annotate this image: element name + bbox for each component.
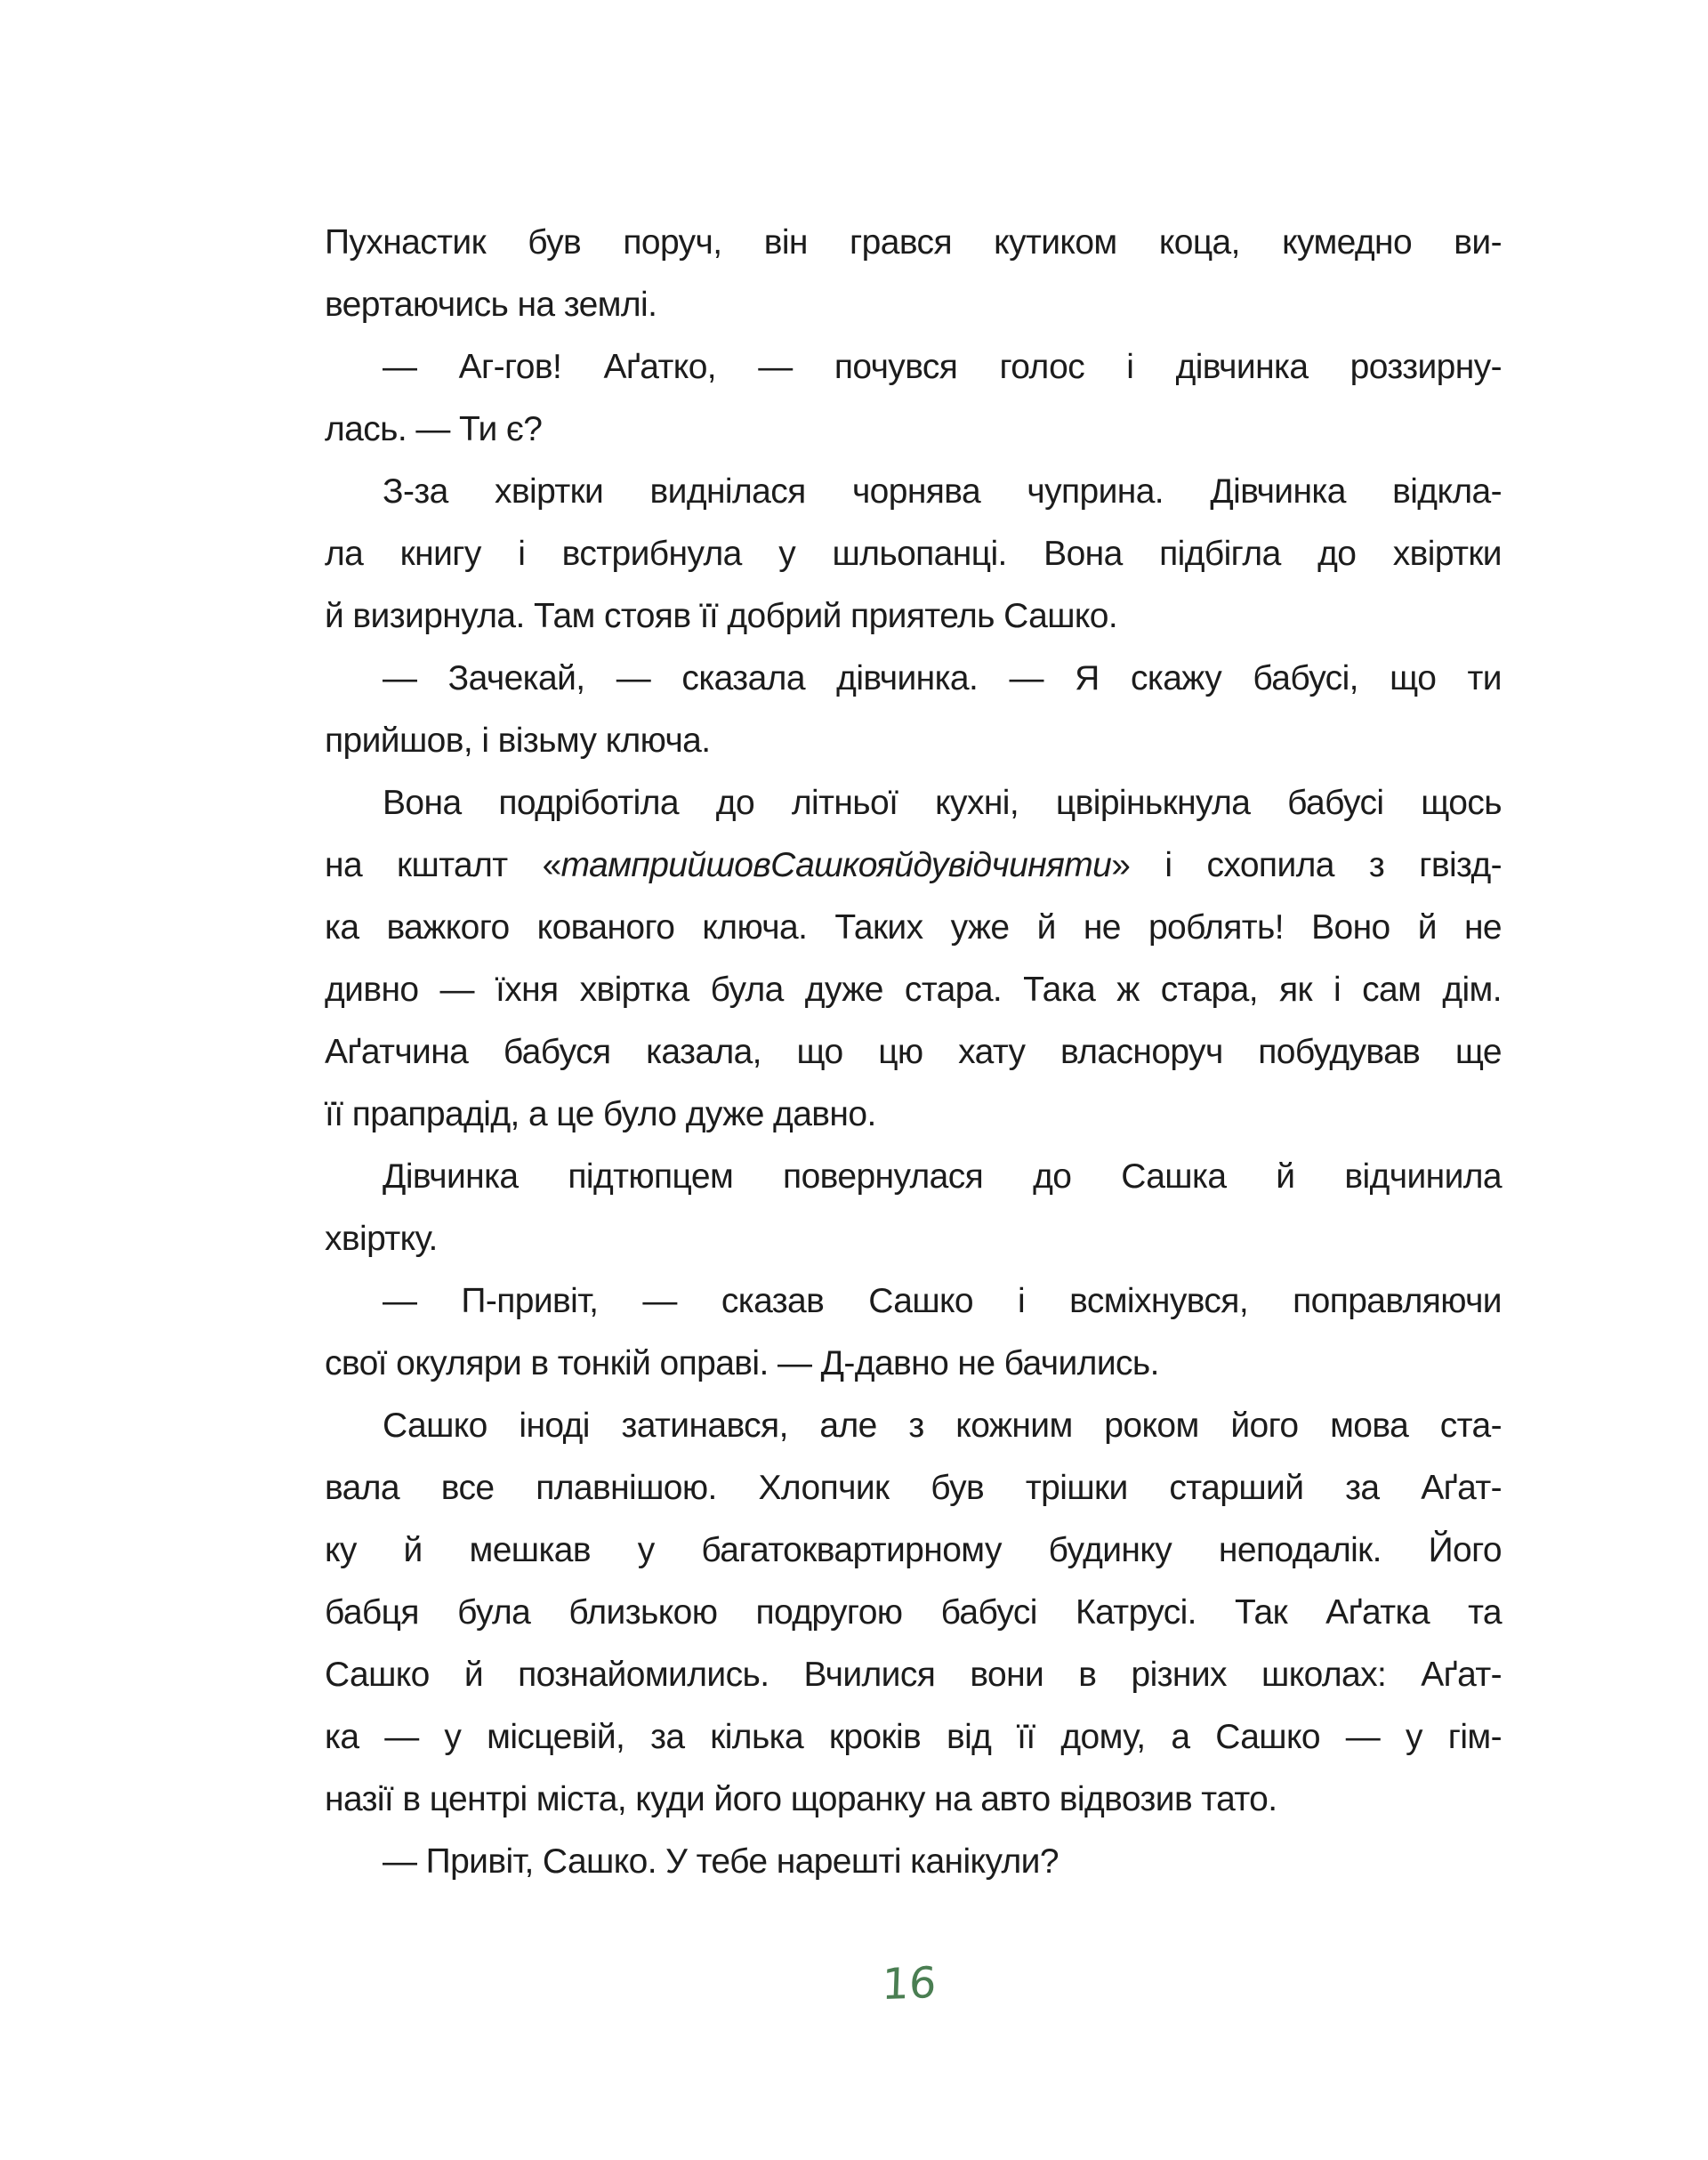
text-line [325, 1395, 1502, 1457]
text-segment: Пухнастик був поруч, він грався кутиком коца, кумедно ви- [325, 223, 1502, 262]
text-segment: ка важкого кованого ключа. Таких уже й не роблять! Воно й не [325, 908, 1502, 947]
text-line [325, 1270, 1502, 1333]
text-line [325, 710, 1502, 772]
text-segment: її прапрадід, а це було дуже давно. [325, 1095, 876, 1133]
text-line [325, 1457, 1502, 1519]
text-segment: дивно — їхня хвіртка була дуже стара. Така ж стара, як і сам дім. [325, 971, 1502, 1009]
text-segment: вертаючись на землі. [325, 286, 657, 324]
text-line [325, 523, 1502, 585]
text-segment: свої окуляри в тонкій оправі. — Д-давно не бачились. [325, 1344, 1159, 1382]
text-line [325, 212, 1502, 274]
text-line [325, 1582, 1502, 1644]
text-segment: З-за хвіртки виднілася чорнява чуприна. Дівчинка відкла- [383, 472, 1502, 511]
text-line [325, 959, 1502, 1021]
text-segment: бабця була близькою подругою бабусі Катрусі. Так Аґатка та [325, 1593, 1502, 1632]
italic-phrase: тамприйшовСашкояйдувідчиняти [560, 846, 1112, 884]
text-line [325, 1644, 1502, 1706]
page-number: 16 [881, 1957, 938, 2011]
text-segment: Вона подріботіла до літньої кухні, цвірінькнула бабусі щось [383, 784, 1502, 822]
text-segment: хвіртку. [325, 1220, 438, 1258]
text-line [325, 274, 1502, 336]
text-line [325, 1769, 1502, 1831]
text-segment: лась. — Ти є? [325, 410, 543, 448]
text-segment: — Аг-гов! Аґатко, — почувся голос і дівчинка роззирну- [383, 348, 1502, 386]
body-text [325, 212, 1502, 1893]
text-segment: — П-привіт, — сказав Сашко і всміхнувся, поправляючи [383, 1282, 1502, 1320]
text-line [325, 897, 1502, 959]
text-line [325, 1706, 1502, 1769]
text-line [325, 772, 1502, 834]
text-line [325, 1021, 1502, 1084]
text-segment: » і схопила з гвізд- [1111, 846, 1502, 884]
text-segment: назії в центрі міста, куди його щоранку на авто відвозив тато. [325, 1780, 1277, 1818]
text-line [325, 399, 1502, 461]
text-segment: Сашко й познайомились. Вчилися вони в різних школах: Аґат- [325, 1656, 1502, 1694]
text-segment: прийшов, і візьму ключа. [325, 721, 711, 760]
text-line [325, 1333, 1502, 1395]
text-line [325, 1831, 1502, 1893]
text-segment: ку й мешкав у багатоквартирному будинку неподалік. Його [325, 1531, 1502, 1569]
text-segment: Дівчинка підтюпцем повернулася до Сашка й відчинила [383, 1157, 1502, 1196]
text-line [325, 336, 1502, 399]
text-segment: — Зачекай, — сказала дівчинка. — Я скажу бабусі, що ти [383, 659, 1502, 697]
text-segment: вала все плавнішою. Хлопчик був трішки старший за Аґат- [325, 1469, 1502, 1507]
text-segment: Аґатчина бабуся казала, що цю хату власноруч побудував ще [325, 1033, 1502, 1071]
text-segment: ка — у місцевій, за кілька кроків від її дому, а Сашко — у гім- [325, 1718, 1502, 1756]
text-segment: — Привіт, Сашко. У тебе нарешті канікули? [383, 1842, 1059, 1881]
text-line [325, 834, 1502, 897]
text-line [325, 1208, 1502, 1270]
text-line [325, 648, 1502, 710]
text-segment: Сашко іноді затинався, але з кожним роком його мова ста- [383, 1406, 1502, 1445]
text-segment: й визирнула. Там стояв її добрий приятель Сашко. [325, 597, 1118, 635]
text-line [325, 1084, 1502, 1146]
text-line [325, 1146, 1502, 1208]
text-line [325, 1519, 1502, 1582]
text-line [325, 585, 1502, 648]
text-segment: на кшталт « [325, 846, 561, 884]
text-line [325, 461, 1502, 523]
text-segment: ла книгу і встрибнула у шльопанці. Вона підбігла до хвіртки [325, 535, 1502, 573]
